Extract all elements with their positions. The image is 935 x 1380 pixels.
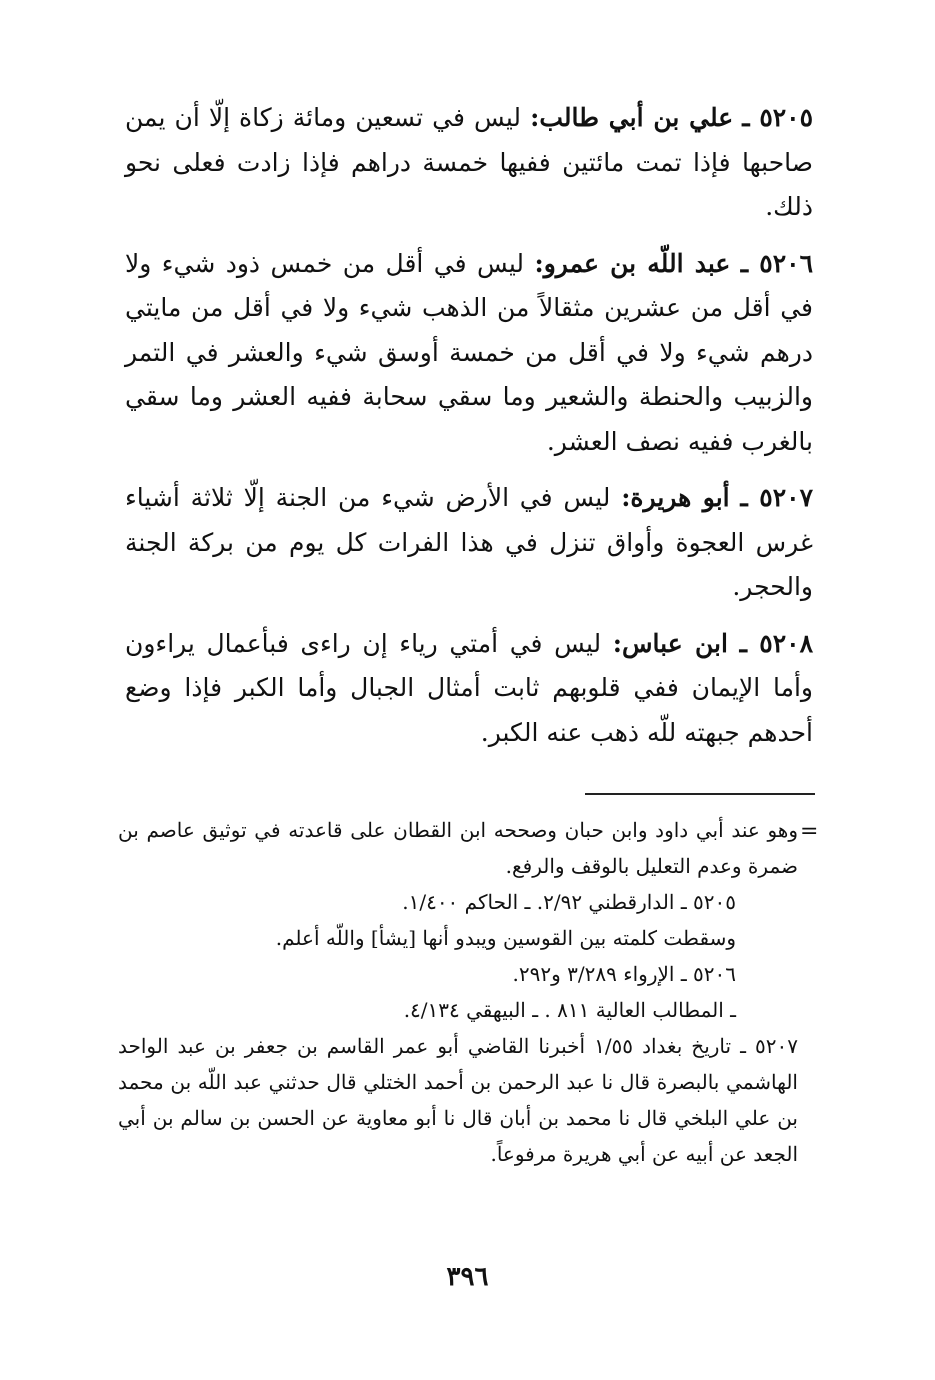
entry-text: ليس في تسعين ومائة زكاة إلّا أن يمن صاحبها فإذا تمت مائتين ففيها خمسة دراهم فإذا زادت فعلى نحو ذلك. [125,103,813,221]
entry-number: ٥٢٠٧ ـ [740,483,813,512]
entry-narrator: ابن عباس: [612,628,728,658]
footnotes [118,812,798,1172]
hadith-entry [125,242,813,465]
footnote-line: وهو عند أبي داود وابن حبان وصححه ابن القطان على قاعدته في توثيق عاصم بن ضمرة وعدم التعليل بالوقف والرفع. [118,818,798,878]
entry-number: ٥٢٠٨ ـ [739,628,814,658]
main-text [125,96,813,767]
hadith-entry [125,476,813,610]
entry-text: ليس في أمتي رياء إن راءى فبأعمال يراءون وأما الإيمان ففي قلوبهم ثابت أمثال الجبال وأما الكبر فإذا وضع أحدهم جبهته للّه ذهب عنه الكبر. [125,628,813,747]
entry-number: ٥٢٠٦ ـ [740,248,813,278]
footnote-continuation-mark: = [800,819,819,844]
entry-text: ليس في أقل من خمس ذود شيء ولا في أقل من عشرين مثقالاً من الذهب شيء ولا في أقل من مايتي درهم شيء ولا في أقل من خمسة أوسق شيء والعشر في التمر والزبيب والحنطة والشعير وما سقي سحابة ففيه العشر وما سقي بالغرب ففيه نصف العشر. [125,248,813,456]
footnote-separator [585,793,815,795]
entry-text: ليس في الأرض شيء من الجنة إلّا ثلاثة أشياء غرس العجوة وأواق تنزل في هذا الفرات كل يوم من بركة الجنة والحجر. [125,483,813,601]
footnote-line: وسقطت كلمته بين القوسين ويبدو أنها [يشأ] واللّه أعلم. [275,926,736,950]
footnote-line: ـ المطالب العالية ٨١١ . ـ البيهقي ٤/١٣٤. [403,998,736,1022]
hadith-entry [125,622,813,756]
footnote-line: ٥٢٠٧ ـ تاريخ بغداد ١/٥٥ أخبرنا القاضي أبو عمر القاسم بن جعفر بن عبد الواحد الهاشمي بالبصرة قال نا عبد الرحمن بن أحمد الختلي قال حدثني عبد اللّه بن محمد بن علي البلخي قال نا محمد بن أبان قال نا أبو معاوية عن الحسن بن سالم بن أبي الجعد عن أبيه عن أبي هريرة مرفوعاً. [118,1034,798,1166]
entry-narrator: علي بن أبي طالب: [530,103,734,132]
hadith-entry [125,96,813,230]
page-number: ٣٩٦ [446,1262,489,1292]
footnote-line: ٥٢٠٥ ـ الدارقطني ٢/٩٢. ـ الحاكم ١/٤٠٠. [402,890,736,914]
footnote-line: ٥٢٠٦ ـ الإرواء ٣/٢٨٩ و٢٩٢. [512,962,736,986]
entry-number: ٥٢٠٥ ـ [742,103,814,132]
entry-narrator: عبد اللّه بن عمرو: [534,248,731,278]
entry-narrator: أبو هريرة: [621,483,730,512]
